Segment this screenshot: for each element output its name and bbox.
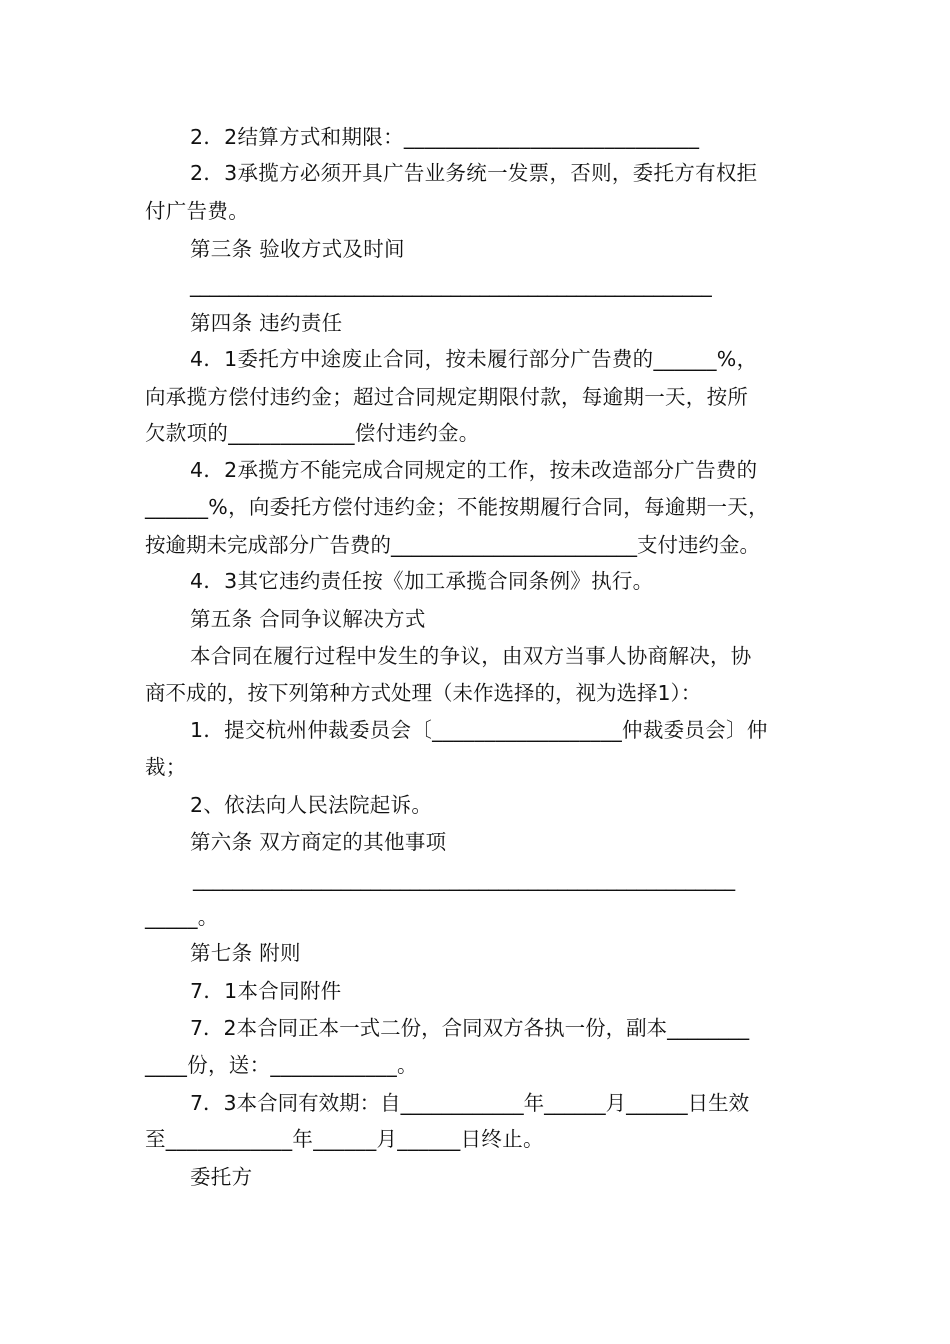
text-line: 按逾期未完成部分广告费的________________________支付违约金。 (145, 533, 760, 557)
text-line: 付广告费。 (145, 199, 249, 223)
text-line: 裁； (145, 755, 187, 779)
section-heading: 第六条 双方商定的其他事项 (190, 830, 447, 854)
text-line: 4．2承揽方不能完成合同规定的工作，按未改造部分广告费的 (190, 458, 758, 482)
text-line: 向承揽方偿付违约金；超过合同规定期限付款，每逾期一天，按所 (145, 385, 749, 409)
text-line: 欠款项的____________偿付违约金。 (145, 421, 480, 445)
text-line: _____。 (145, 905, 219, 929)
signature-label: 委托方 (190, 1165, 253, 1189)
section-heading: 第五条 合同争议解决方式 (190, 607, 426, 631)
text-line: ____份，送：____________。 (145, 1053, 418, 1077)
section-heading: 第三条 验收方式及时间 (190, 237, 405, 261)
blank-line: ______________________________________________________ (190, 273, 712, 297)
text-line: 4．3其它违约责任按《加工承揽合同条例》执行。 (190, 569, 654, 593)
text-line: 2．2结算方式和期限：____________________________ (190, 125, 700, 149)
text-line: 4．1委托方中途废止合同，按未履行部分广告费的______%， (190, 347, 758, 371)
text-line: 2．3承揽方必须开具广告业务统一发票，否则，委托方有权拒 (190, 161, 758, 185)
text-line: 商不成的，按下列第种方式处理（未作选择的，视为选择1）： (145, 681, 702, 705)
text-line: 7．3本合同有效期：自____________年______月______日生效 (190, 1091, 750, 1115)
text-line: 2、依法向人民法院起诉。 (190, 793, 433, 817)
blank-line: _______________________________________________________ (193, 867, 735, 891)
section-heading: 第七条 附则 (190, 941, 301, 965)
text-line: ______%，向委托方偿付违约金；不能按期履行合同，每逾期一天， (145, 495, 769, 519)
section-heading: 第四条 违约责任 (190, 311, 343, 335)
text-line: 1．提交杭州仲裁委员会〔__________________仲裁委员会〕仲 (190, 718, 768, 742)
text-line: 7．1本合同附件 (190, 979, 342, 1003)
text-line: 本合同在履行过程中发生的争议，由双方当事人协商解决，协 (190, 644, 752, 668)
text-line: 至____________年______月______日终止。 (145, 1127, 544, 1151)
text-line: 7．2本合同正本一式二份，合同双方各执一份，副本________ (190, 1016, 750, 1040)
